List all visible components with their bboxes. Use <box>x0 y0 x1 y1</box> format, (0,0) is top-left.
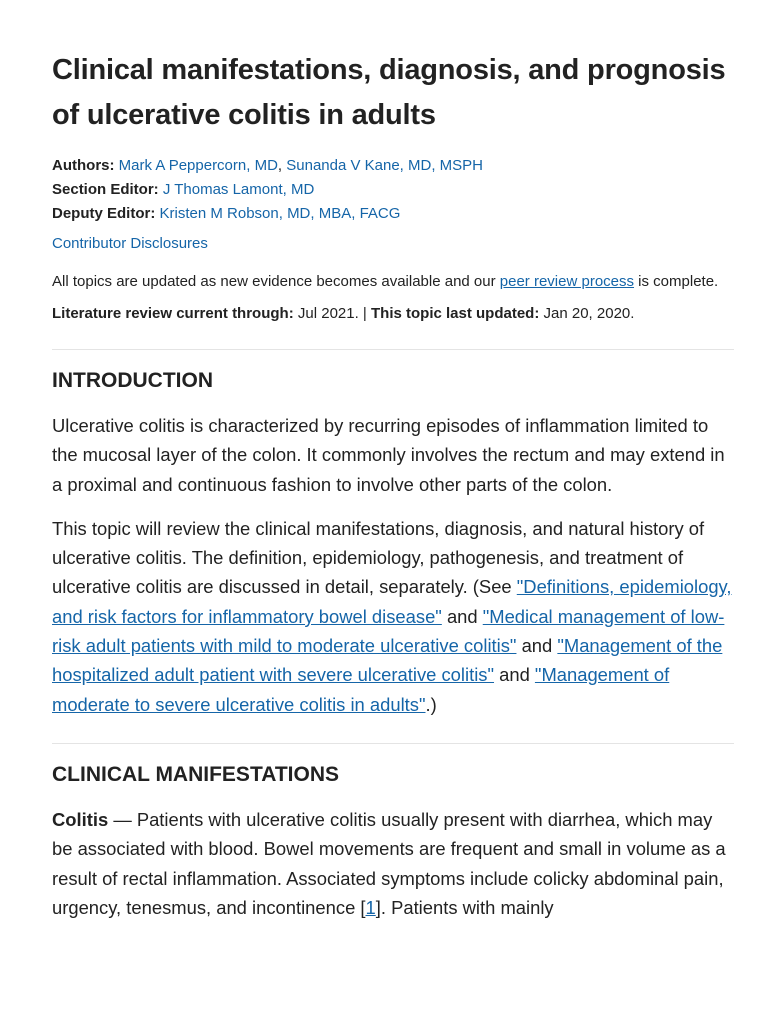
author-link-peppercorn[interactable]: Mark A Peppercorn, MD <box>118 157 278 174</box>
reference-link-1[interactable]: 1 <box>365 896 376 918</box>
section-editor-row <box>52 178 734 202</box>
intro-p2-and: and <box>441 605 483 627</box>
link-moderate-severe[interactable]: "Management of moderate to severe ulcerative colitis in adults" <box>52 664 670 715</box>
spacer <box>52 499 734 514</box>
author-link-kane[interactable]: Sunanda V Kane, MD, MSPH <box>286 157 484 174</box>
colitis-text: — Patients with ulcerative colitis usually present with diarrhea, which may be associated with blood. Bowel movements are frequent and small in volume as a result of rectal inflammation. Associated symptoms include colicky abdominal pain, urgency, tenesmus, and incontinence [ <box>52 808 726 918</box>
peer-review-link[interactable]: peer review process <box>499 273 635 290</box>
colitis-text-continued: ]. Patients with mainly <box>375 896 554 918</box>
introduction-paragraph-2 <box>52 514 734 719</box>
notice-text-after: is complete. <box>634 273 719 290</box>
lit-review-value: Jul 2021. | <box>293 305 371 322</box>
link-definitions-ibd[interactable]: "Definitions, epidemiology, and risk factors for inflammatory bowel disease" <box>52 576 732 627</box>
update-notice <box>52 270 734 294</box>
section-editor-link[interactable]: J Thomas Lamont, MD <box>162 181 315 198</box>
link-medical-management-mild[interactable]: "Medical management of low-risk adult patients with mild to moderate ulcerative colitis" <box>52 605 725 657</box>
review-dates <box>52 302 734 326</box>
intro-p2-and: and <box>516 635 558 657</box>
link-hospitalized-severe[interactable]: "Management of the hospitalized adult patient with severe ulcerative colitis" <box>52 635 723 686</box>
colitis-paragraph <box>52 805 734 922</box>
intro-p2-end: .) <box>425 693 437 715</box>
intro-p2-text: This topic will review the clinical manifestations, diagnosis, and natural history of ulcerative colitis. The definition, epidemiology, pathogenesis, and treatment of ulcerative colitis are discussed in detail, separately. (See <box>52 517 705 598</box>
disclosures-row <box>52 232 734 256</box>
section-editor-label: Section Editor: <box>52 181 159 198</box>
deputy-editor-label: Deputy Editor: <box>52 205 156 222</box>
spacer <box>52 788 734 805</box>
article-title: Clinical manifestations, diagnosis, and prognosis of ulcerative colitis in adults <box>52 54 726 131</box>
spacer <box>52 394 734 411</box>
authors-row <box>52 154 734 178</box>
authors-label: Authors: <box>52 157 115 174</box>
deputy-editor-link[interactable]: Kristen M Robson, MD, MBA, FACG <box>159 205 401 222</box>
last-updated-label: This topic last updated: <box>371 305 540 322</box>
contributor-disclosures-link[interactable]: Contributor Disclosures <box>52 235 208 252</box>
authors-separator: , <box>277 157 287 174</box>
introduction-paragraph-1: Ulcerative colitis is characterized by recurring episodes of inflammation limited to the mucosal layer of the colon. It commonly involves the rectum and may extend in a proximal and continuous fashion to involve other parts of the colon. <box>52 415 725 495</box>
clinical-manifestations-heading: CLINICAL MANIFESTATIONS <box>52 762 339 786</box>
introduction-heading: INTRODUCTION <box>52 369 213 392</box>
last-updated-value: Jan 20, 2020. <box>539 305 635 322</box>
notice-text-before: All topics are updated as new evidence becomes available and our <box>52 273 500 290</box>
intro-p2-and: and <box>494 664 535 686</box>
deputy-editor-row <box>52 202 734 226</box>
colitis-label: Colitis <box>52 808 109 830</box>
lit-review-label: Literature review current through: <box>52 305 294 322</box>
article-meta <box>52 154 734 226</box>
